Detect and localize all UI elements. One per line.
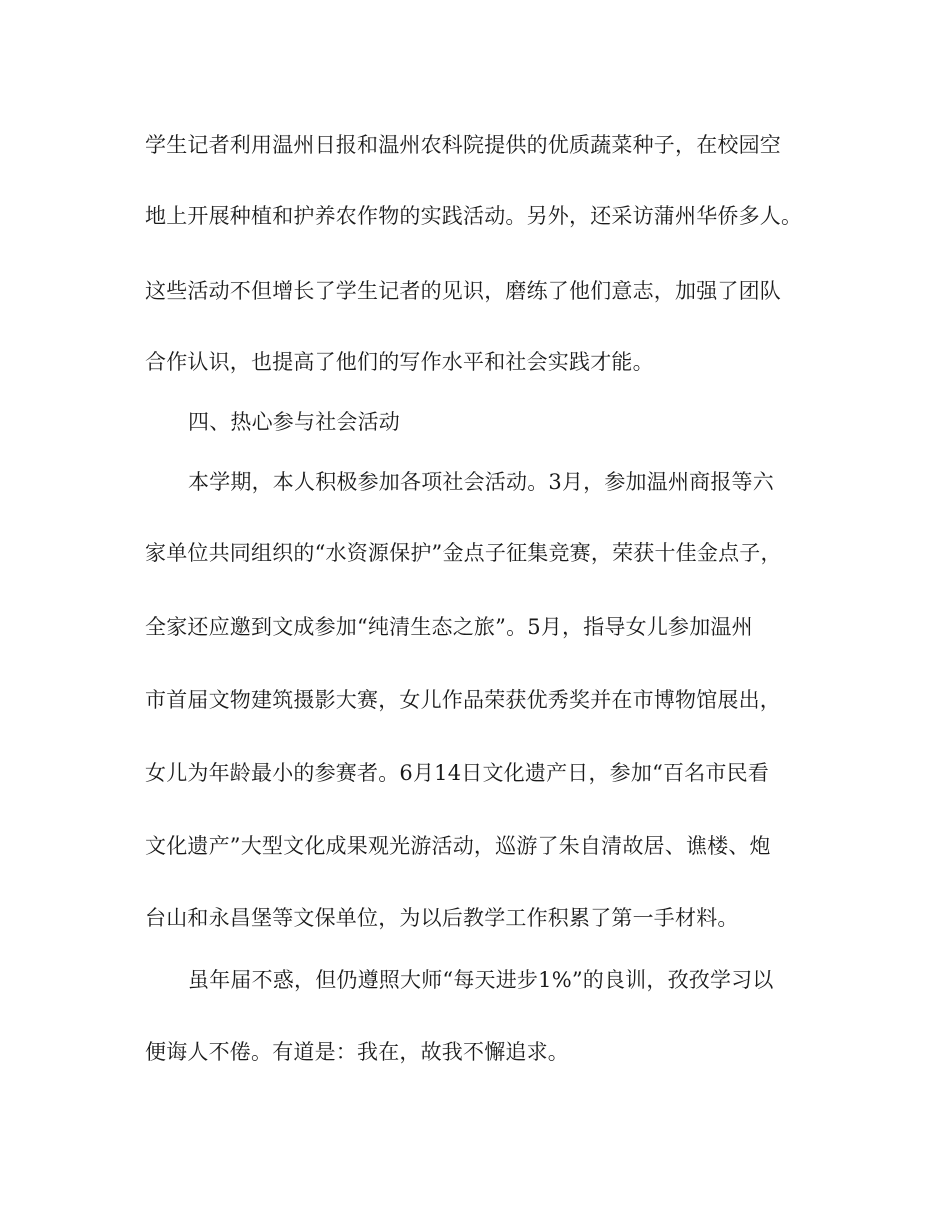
paragraph-line: 台山和永昌堡等文保单位，为以后教学工作积累了第一手材料。 [145, 906, 739, 930]
paragraph-line: 地上开展种植和护养农作物的实践活动。另外，还采访蒲州华侨多人。 [145, 204, 803, 228]
paragraph-line: 全家还应邀到文成参加“纯清生态之旅”。5月，指导女儿参加温州 [145, 615, 753, 639]
paragraph-line: 市首届文物建筑摄影大赛，女儿作品荣获优秀奖并在市博物馆展出， [145, 688, 781, 712]
paragraph-line: 家单位共同组织的“水资源保护”金点子征集竞赛，荣获十佳金点子， [145, 541, 782, 565]
paragraph-line: 这些活动不但增长了学生记者的见识，磨练了他们意志，加强了团队 [145, 279, 781, 303]
section-heading: 四、热心参与社会活动 [188, 410, 400, 434]
paragraph-line: 虽年届不惑，但仍遵照大师“每天进步1%”的良训，孜孜学习以 [188, 968, 774, 992]
paragraph-line: 本学期，本人积极参加各项社会活动。3月，参加温州商报等六 [188, 470, 774, 494]
paragraph-line: 学生记者利用温州日报和温州农科院提供的优质蔬菜种子，在校园空 [145, 133, 781, 157]
paragraph-line: 文化遗产”大型文化成果观光游活动，巡游了朱自清故居、谯楼、炮 [145, 834, 771, 858]
paragraph-line: 合作认识，也提高了他们的写作水平和社会实践才能。 [145, 350, 654, 374]
paragraph-line: 女儿为年龄最小的参赛者。6月14日文化遗产日，参加“百名市民看 [145, 761, 770, 785]
paragraph-line: 便诲人不倦。有道是：我在，故我不懈追求。 [145, 1040, 569, 1064]
